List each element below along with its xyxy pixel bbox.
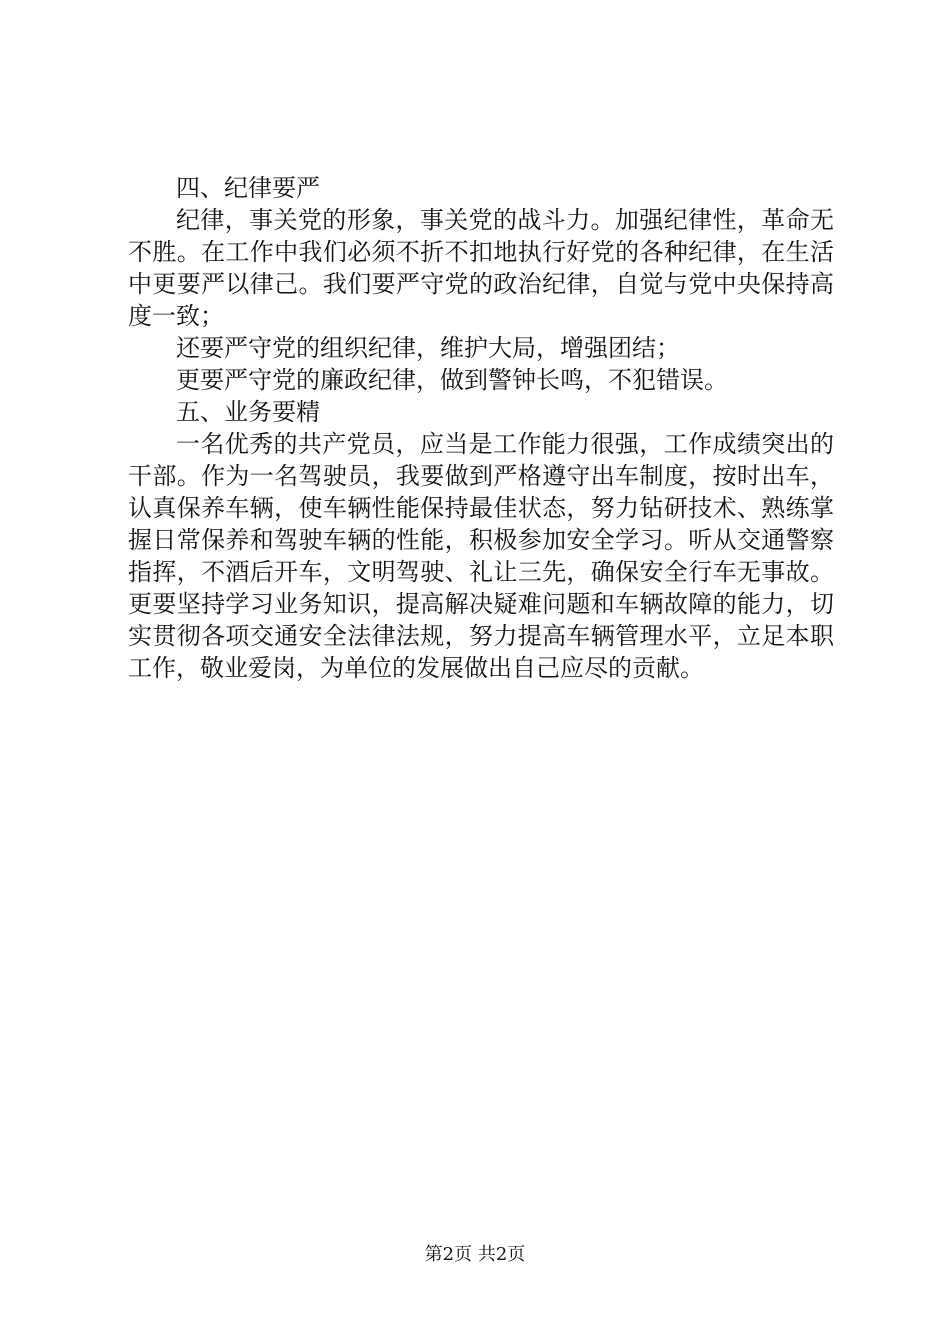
section-heading-discipline: 四、纪律要严 — [176, 174, 320, 202]
document-body — [128, 172, 834, 684]
paragraph-integrity-discipline: 更要严守党的廉政纪律，做到警钟长鸣，不犯错误。 — [176, 366, 728, 394]
paragraph-organization-discipline: 还要严守党的组织纪律，维护大局，增强团结； — [176, 334, 680, 362]
paragraph-expertise: 一名优秀的共产党员，应当是工作能力很强，工作成绩突出的干部。作为一名驾驶员，我要做到严格遵守出车制度，按时出车，认真保养车辆，使车辆性能保持最佳状态，努力钻研技术、熟练掌握日常保养和驾驶车辆的性能，积极参加安全学习。听从交通警察指挥，不酒后开车，文明驾驶、礼让三先，确保安全行车无事故。更要坚持学习业务知识，提高解决疑难问题和车辆故障的能力，切实贯彻各项交通安全法律法规，努力提高车辆管理水平，立足本职工作，敬业爱岗，为单位的发展做出自己应尽的贡献。 — [128, 430, 834, 682]
section-heading-expertise: 五、业务要精 — [176, 398, 320, 426]
page-footer: 第2页 共2页 — [424, 1244, 526, 1265]
paragraph-discipline: 纪律，事关党的形象，事关党的战斗力。加强纪律性，革命无不胜。在工作中我们必须不折不扣地执行好党的各种纪律，在生活中更要严以律己。我们要严守党的政治纪律，自觉与党中央保持高度一致； — [128, 206, 834, 330]
